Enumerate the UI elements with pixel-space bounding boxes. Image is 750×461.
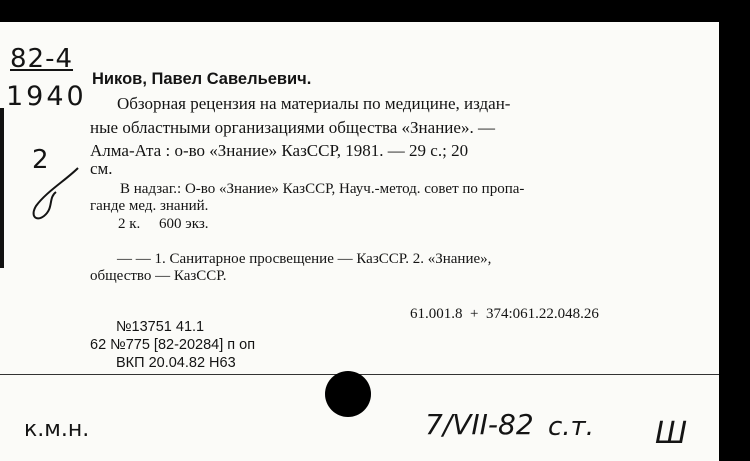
scan-right-edge [719,0,750,461]
ref-line: №13751 41.1 [116,319,205,335]
scan-top-band [0,0,719,22]
subject-line: общество — КазССР. [90,268,227,284]
classification-index: 61.001.8 + 374:061.22.048.26 [410,306,599,322]
handwritten-initials: с.т. [548,412,594,442]
edition-line: 2 к. 600 экз. [118,216,209,232]
title-line: ные областными организациями общества «Знание». — [90,118,495,137]
title-line: Обзорная рецензия на материалы по медицине, издан- [117,94,511,113]
catalog-card [0,22,719,461]
note-line: В надзаг.: О-во «Знание» КазССР, Науч.-метод. совет по пропа- [120,181,525,197]
ref-line: ВКП 20.04.82 Н63 [116,355,236,371]
call-number: 82-4 [10,44,74,74]
ref-line: 62 №775 [82-20284] п оп [90,337,256,353]
scan-left-mark [0,108,4,268]
punch-hole [325,371,371,417]
title-line: Алма-Ата : о-во «Знание» КазССР, 1981. — 29 с.; 20 [90,141,469,160]
accession-number: 1940 [6,81,87,112]
copies-loop-mark [26,162,86,222]
copies-mark: 2 [32,145,49,175]
handwritten-note-left: к.м.н. [24,417,90,442]
title-line: см. [90,159,113,178]
subject-line: — — 1. Санитарное просвещение — КазССР. 2. «Знание», [117,251,492,267]
handwritten-date: 7/VII-82 [425,408,534,441]
note-line: ганде мед. знаний. [90,198,209,214]
handwritten-signature: Ш [655,416,688,451]
author-heading: Ников, Павел Савельевич. [92,70,312,88]
